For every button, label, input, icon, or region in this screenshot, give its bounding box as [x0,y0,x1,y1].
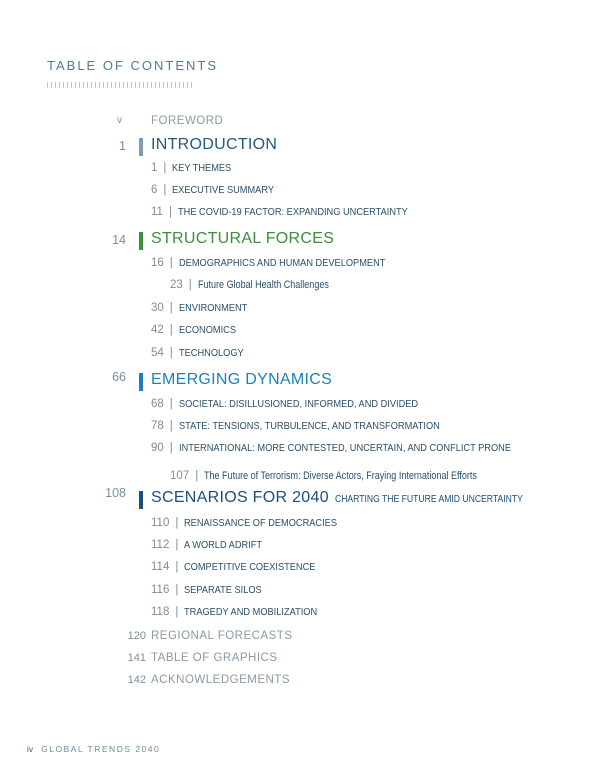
toc-entry[interactable] [151,162,240,174]
section-heading-scenarios[interactable] [151,489,564,507]
entry-title: TRAGEDY AND MOBILIZATION [184,606,318,618]
entry-title: SEPARATE SILOS [184,584,263,596]
entry-page: 42 [151,324,164,336]
entry-page: 23 [170,279,183,291]
entry-page: 116 [151,584,170,596]
section-page: 1 [119,139,126,153]
entry-page: 107 [170,470,190,482]
separator: | [169,347,173,359]
toc-entry[interactable] [151,257,413,269]
end-item-page: 142 [127,674,146,686]
entry-page: 90 [151,442,164,454]
end-item-table-of-graphics[interactable]: TABLE OF GRAPHICS [151,652,278,664]
entry-page: 112 [151,539,170,551]
entry-title: The Future of Terrorism: Diverse Actors, Fraying International Efforts [204,470,478,482]
entry-page: 6 [151,184,158,196]
toc-entry[interactable] [151,184,288,196]
section-subtitle: CHARTING THE FUTURE AMID UNCERTAINTY [334,493,523,505]
entry-title: STATE: TENSIONS, TURBULENCE, AND TRANSFORMATION [178,420,440,432]
toc-subentry[interactable] [170,470,537,482]
entry-title: EXECUTIVE SUMMARY [172,184,275,196]
entry-page: 54 [151,347,164,359]
entry-title: Future Global Health Challenges [197,279,329,291]
title-divider [47,82,195,88]
entry-title: SOCIETAL: DISILLUSIONED, INFORMED, AND DIVIDED [178,398,418,410]
section-bar [139,373,143,391]
entry-title: COMPETITIVE COEXISTENCE [184,561,316,573]
separator: | [188,279,192,291]
separator: | [175,584,179,596]
page-footer [27,744,160,754]
section-bar [139,138,143,156]
toc-entry[interactable] [151,517,358,529]
separator: | [175,606,179,618]
separator: | [169,398,173,410]
entry-page: 1 [151,162,158,174]
separator: | [175,517,179,529]
toc-entry[interactable] [151,398,450,410]
entry-title: RENAISSANCE OF DEMOCRACIES [184,517,338,529]
entry-title: TECHNOLOGY [178,347,244,359]
separator: | [169,257,173,269]
toc-entry[interactable] [151,347,252,359]
entry-page: 16 [151,257,164,269]
entry-title: ENVIRONMENT [178,302,248,314]
toc-entry[interactable] [151,561,334,573]
toc-entry[interactable] [151,206,439,218]
toc-entry[interactable] [151,584,273,596]
toc-entry[interactable] [151,420,475,432]
separator: | [168,206,172,218]
toc-entry[interactable] [151,302,256,314]
footer-page-number: iv [27,744,34,754]
entry-page: 110 [151,517,170,529]
entry-title: DEMOGRAPHICS AND HUMAN DEVELOPMENT [178,257,386,269]
entry-page: 11 [151,206,163,218]
entry-page: 118 [151,606,170,618]
entry-title: INTERNATIONAL: MORE CONTESTED, UNCERTAIN, AND CONFLICT PRONE [178,442,511,454]
section-title-emerging-dynamics[interactable]: EMERGING DYNAMICS [151,371,333,388]
page-title: TABLE OF CONTENTS [47,58,218,73]
entry-title: KEY THEMES [172,162,232,174]
section-bar [139,232,143,250]
entry-page: 68 [151,398,164,410]
entry-title: THE COVID-19 FACTOR: EXPANDING UNCERTAINTY [177,206,408,218]
entry-title: ECONOMICS [178,324,236,336]
end-item-acknowledgements[interactable]: ACKNOWLEDGEMENTS [151,674,290,686]
separator: | [169,302,173,314]
separator: | [169,324,173,336]
separator: | [169,420,173,432]
section-title-scenarios: SCENARIOS FOR 2040 [151,489,329,506]
end-item-page: 141 [127,652,146,664]
footer-label: GLOBAL TRENDS 2040 [41,744,161,754]
entry-page: 30 [151,302,164,314]
toc-entry[interactable] [151,606,336,618]
separator: | [163,184,167,196]
foreword-link[interactable]: FOREWORD [151,115,224,127]
section-page: 66 [112,370,126,384]
separator: | [175,561,179,573]
section-title-structural-forces[interactable]: STRUCTURAL FORCES [151,230,335,247]
entry-page: 78 [151,420,164,432]
entry-title: A WORLD ADRIFT [184,539,263,551]
section-page: 14 [112,233,126,247]
toc-entry[interactable] [151,442,556,454]
end-item-page: 120 [127,630,146,642]
toc-subentry[interactable] [170,279,357,291]
toc-entry[interactable] [151,539,273,551]
section-page: 108 [105,486,126,500]
foreword-page: v [117,115,122,126]
toc-entry[interactable] [151,324,244,336]
separator: | [169,442,173,454]
separator: | [195,470,199,482]
separator: | [163,162,167,174]
section-bar [139,491,143,509]
entry-page: 114 [151,561,170,573]
end-item-regional-forecasts[interactable]: REGIONAL FORECASTS [151,630,293,642]
separator: | [175,539,179,551]
section-title-introduction[interactable]: INTRODUCTION [151,136,278,153]
